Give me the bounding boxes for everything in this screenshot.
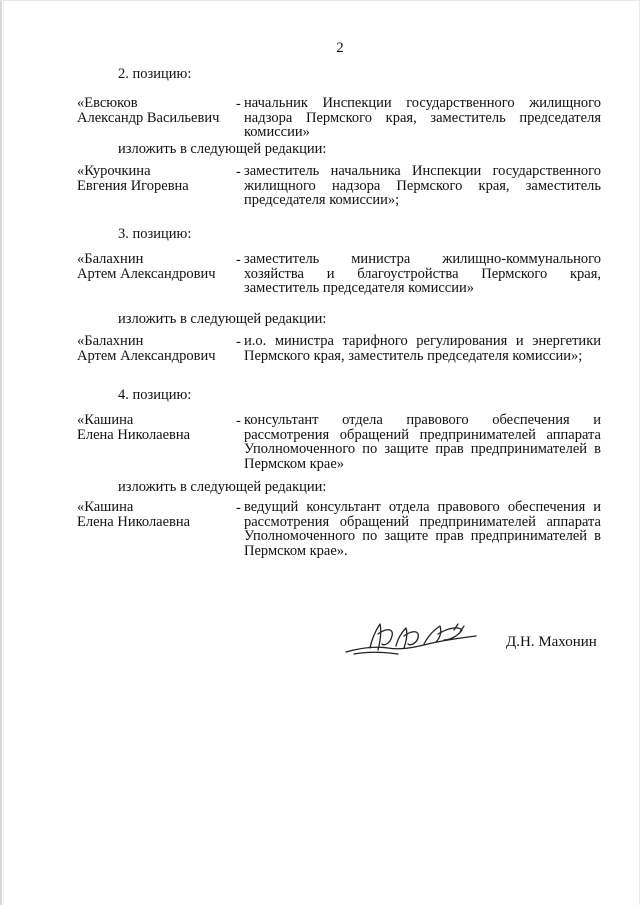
section-heading: 4. позицию: bbox=[118, 387, 192, 403]
page-edge-left bbox=[0, 0, 2, 905]
member-name bbox=[77, 334, 237, 363]
member-name bbox=[77, 164, 237, 193]
position-description: начальник Инспекции государственного жилищного надзора Пермского края, заместитель председателя комиссии» bbox=[244, 95, 601, 140]
member-given-names: Елена Николаевна bbox=[77, 426, 191, 443]
member-surname: «Кашина bbox=[77, 412, 134, 428]
member-surname: «Кашина bbox=[77, 499, 134, 515]
member-given-names: Александр Васильевич bbox=[77, 109, 220, 126]
position-dash: - bbox=[236, 96, 241, 112]
section-heading: 3. позицию: bbox=[118, 226, 192, 242]
member-given-names: Елена Николаевна bbox=[77, 513, 191, 530]
member-given-names: Артем Александрович bbox=[77, 265, 216, 282]
page-edge-top bbox=[0, 0, 640, 1]
member-surname: «Евсюков bbox=[77, 95, 138, 111]
position-dash: - bbox=[236, 500, 241, 516]
member-surname: «Курочкина bbox=[77, 163, 151, 179]
position-description: и.о. министра тарифного регулирования и энергетики Пермского края, заместитель председателя комиссии»; bbox=[244, 333, 601, 364]
restate-instruction: изложить в следующей редакции: bbox=[118, 311, 327, 327]
restate-instruction: изложить в следующей редакции: bbox=[118, 141, 327, 157]
section-heading: 2. позицию: bbox=[118, 66, 192, 82]
member-surname: «Балахнин bbox=[77, 251, 144, 267]
handwritten-signature bbox=[340, 618, 480, 662]
member-name bbox=[77, 500, 237, 529]
position-dash: - bbox=[236, 334, 241, 350]
member-name bbox=[77, 252, 237, 281]
member-name bbox=[77, 96, 237, 125]
signer-name: Д.Н. Махонин bbox=[506, 634, 597, 650]
member-name bbox=[77, 413, 237, 442]
position-description: заместитель министра жилищно-коммунального хозяйства и благоустройства Пермского края, заместитель председателя комиссии» bbox=[244, 251, 601, 296]
position-description: заместитель начальника Инспекции государственного жилищного надзора Пермского края, заместитель председателя комиссии»; bbox=[244, 163, 601, 208]
position-description: ведущий консультант отдела правового обеспечения и рассмотрения обращений предпринимателей аппарата Уполномоченного по защите прав предпринимателей в Пермском крае». bbox=[244, 499, 601, 559]
restate-instruction: изложить в следующей редакции: bbox=[118, 479, 327, 495]
member-given-names: Евгения Игоревна bbox=[77, 177, 189, 194]
page-number: 2 bbox=[336, 40, 344, 56]
page-edge-left-shadow bbox=[3, 0, 4, 905]
position-dash: - bbox=[236, 164, 241, 180]
position-dash: - bbox=[236, 413, 241, 429]
position-dash: - bbox=[236, 252, 241, 268]
member-surname: «Балахнин bbox=[77, 333, 144, 349]
position-description: консультант отдела правового обеспечения и рассмотрения обращений предпринимателей аппарата Уполномоченного по защите прав предпринимателей в Пермском крае» bbox=[244, 412, 601, 472]
member-given-names: Артем Александрович bbox=[77, 347, 216, 364]
